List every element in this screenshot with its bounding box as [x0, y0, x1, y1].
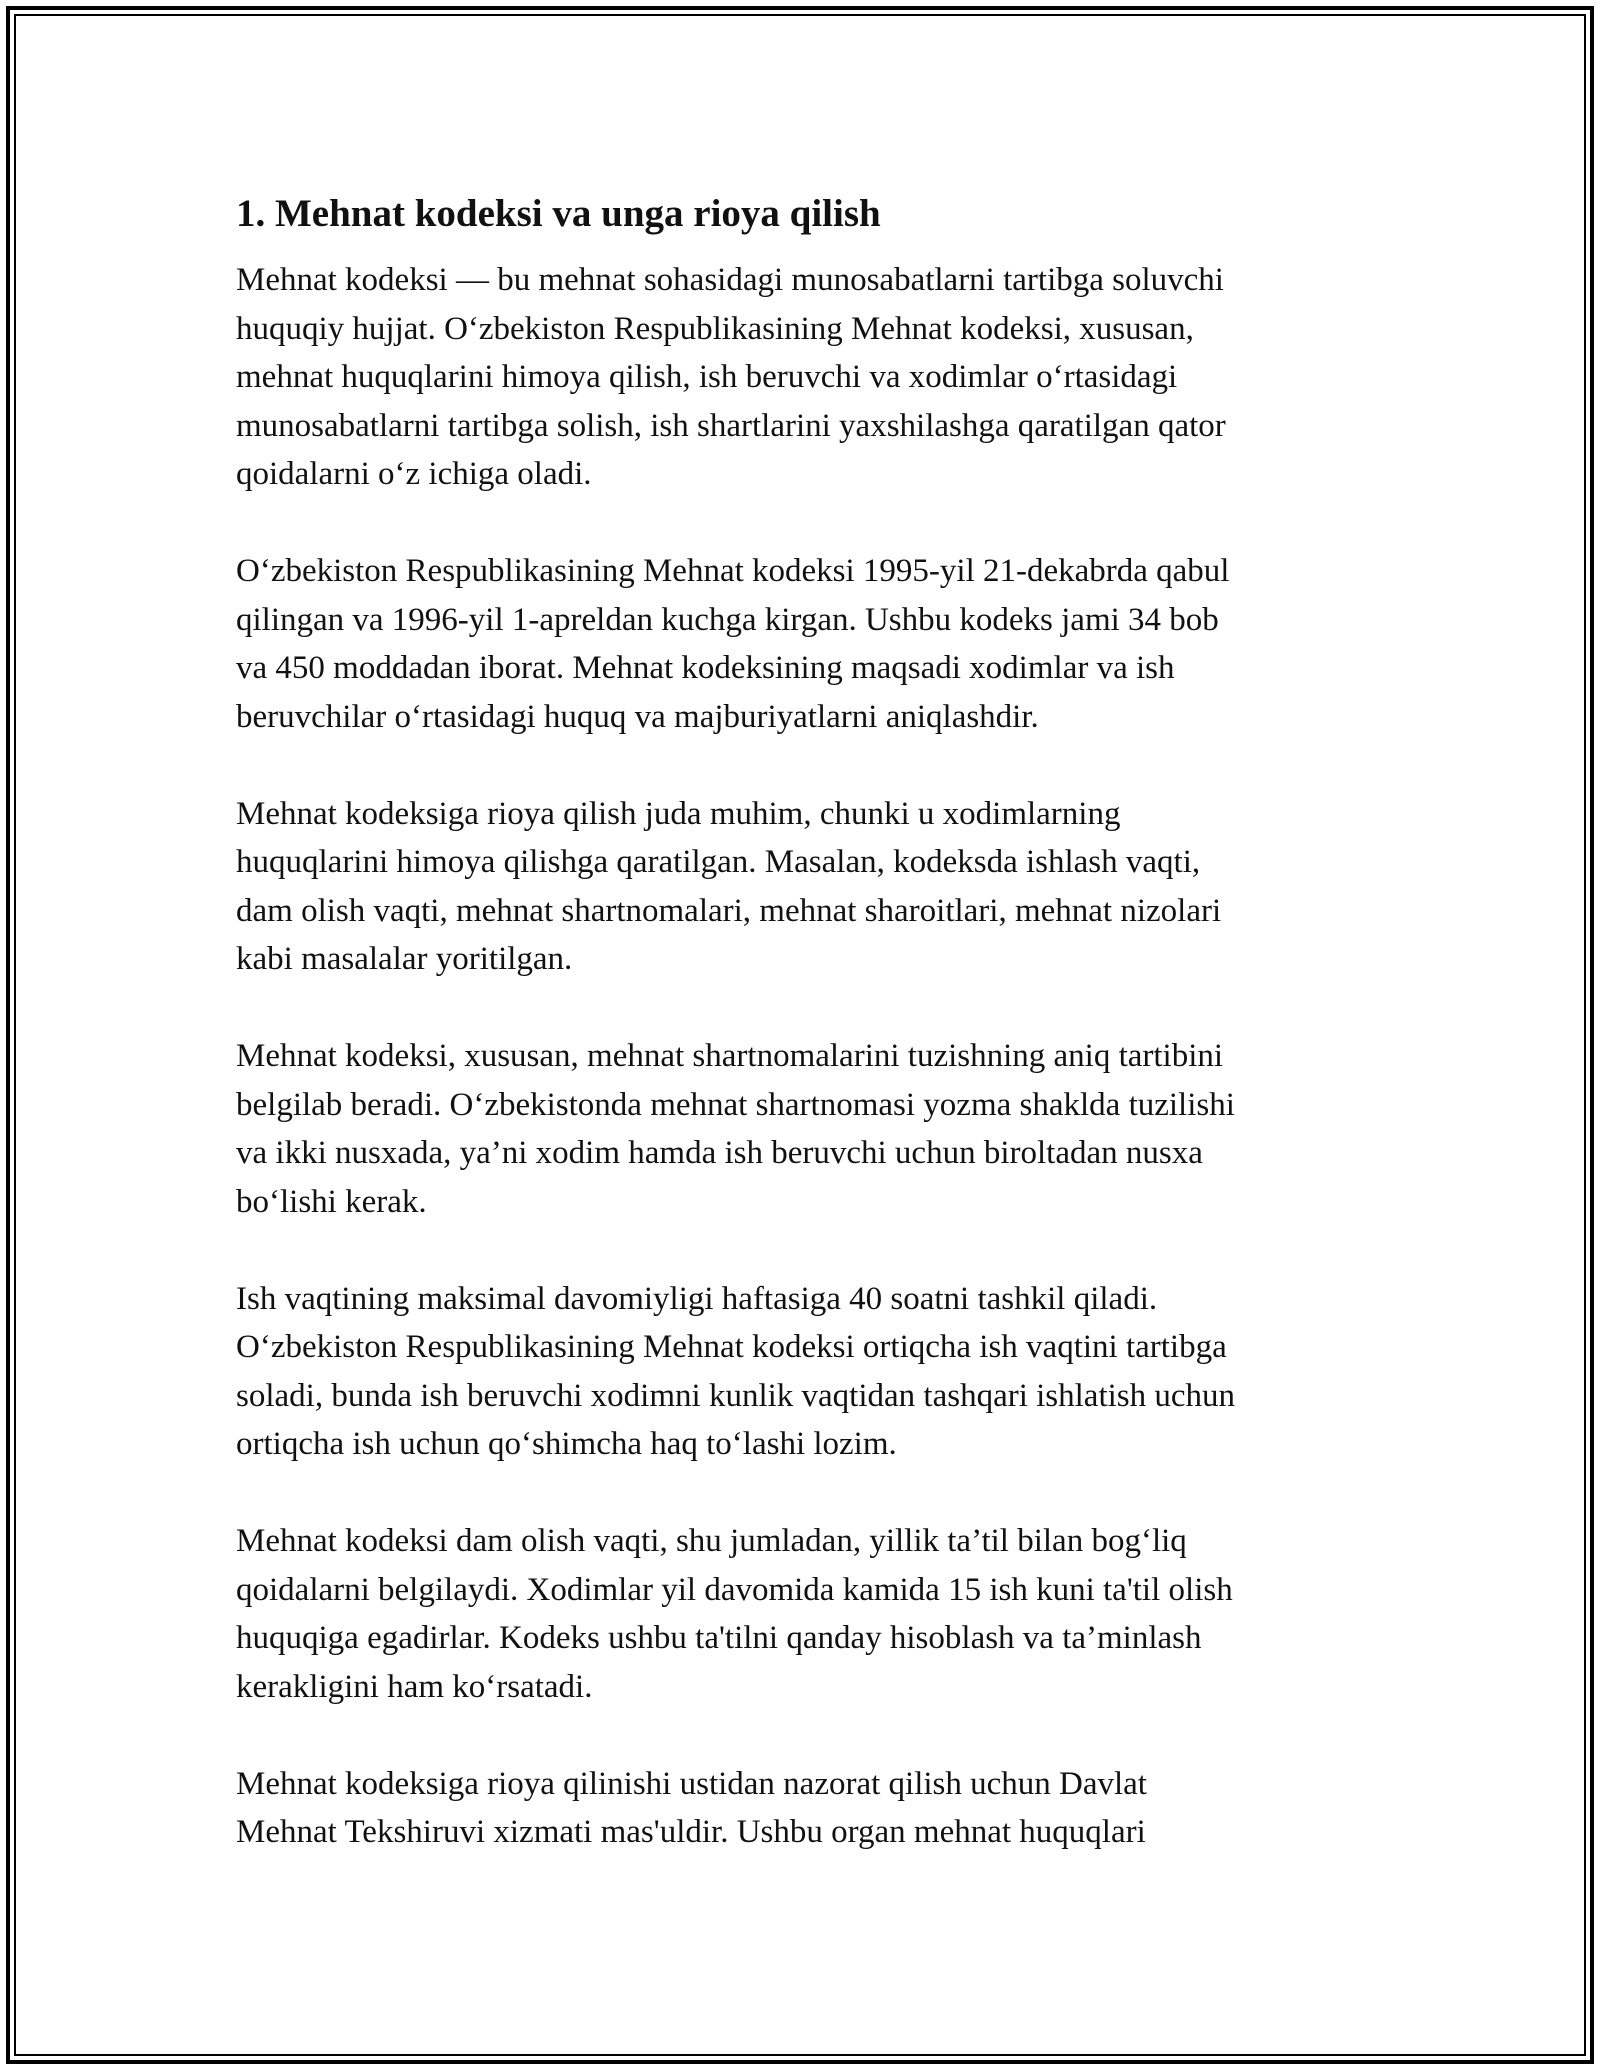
paragraph-5: [236, 1275, 1366, 1469]
paragraph-4: [236, 1032, 1366, 1226]
text-line: huquqlarini himoya qilishga qaratilgan. Masalan, kodeksda ishlash vaqti,: [236, 844, 1201, 880]
section-heading: 1. Mehnat kodeksi va unga rioya qilish: [236, 192, 881, 235]
paragraph-6: [236, 1517, 1366, 1711]
text-line: belgilab beradi. O‘zbekistonda mehnat shartnomasi yozma shaklda tuzilishi: [236, 1086, 1235, 1123]
text-line: Mehnat kodeksi — bu mehnat sohasidagi munosabatlarni tartibga soluvchi: [236, 262, 1224, 298]
text-line: huquqiy hujjat. O‘zbekiston Respublikasining Mehnat kodeksi, xususan,: [236, 310, 1194, 347]
text-line: bo‘lishi kerak.: [236, 1183, 427, 1220]
text-line: huquqiga egadirlar. Kodeks ushbu ta'tilni qanday hisoblash va ta’minlash: [236, 1620, 1202, 1656]
text-line: O‘zbekiston Respublikasining Mehnat kodeksi 1995-yil 21-dekabrda qabul: [236, 553, 1230, 589]
paragraph-2: [236, 547, 1366, 741]
text-line: Mehnat kodeksi dam olish vaqti, shu jumladan, yillik ta’til bilan bog‘liq: [236, 1523, 1187, 1559]
text-line: soladi, bunda ish beruvchi xodimni kunlik vaqtidan tashqari ishlatish uchun: [236, 1377, 1236, 1414]
text-line: munosabatlarni tartibga solish, ish shartlarini yaxshilashga qaratilgan qator: [236, 407, 1226, 444]
text-line: qoidalarni belgilaydi. Xodimlar yil davomida kamida 15 ish kuni ta'til olish: [236, 1571, 1233, 1608]
paragraph-3: [236, 790, 1366, 984]
text-line: Mehnat kodeksiga rioya qilish juda muhim, chunki u xodimlarning: [236, 795, 1121, 832]
text-line: Mehnat kodeksi, xususan, mehnat shartnomalarini tuzishning aniq tartibini: [236, 1038, 1224, 1074]
text-line: kabi masalalar yoritilgan.: [236, 941, 573, 977]
text-line: mehnat huquqlarini himoya qilish, ish beruvchi va xodimlar o‘rtasidagi: [236, 359, 1178, 395]
text-line: qilingan va 1996-yil 1-apreldan kuchga kirgan. Ushbu kodeks jami 34 bob: [236, 601, 1219, 638]
paragraph-7: [236, 1760, 1366, 1857]
text-line: beruvchilar o‘rtasidagi huquq va majburiyatlarni aniqlashdir.: [236, 698, 1039, 735]
text-line: O‘zbekiston Respublikasining Mehnat kodeksi ortiqcha ish vaqtini tartibga: [236, 1329, 1227, 1365]
text-line: qoidalarni o‘z ichiga oladi.: [236, 456, 592, 492]
text-line: Mehnat Tekshiruvi xizmati mas'uldir. Ushbu organ mehnat huquqlari: [236, 1814, 1146, 1850]
text-line: Ish vaqtining maksimal davomiyligi haftasiga 40 soatni tashkil qiladi.: [236, 1280, 1158, 1317]
text-line: va 450 moddadan iborat. Mehnat kodeksining maqsadi xodimlar va ish: [236, 650, 1175, 686]
text-line: va ikki nusxada, ya’ni xodim hamda ish beruvchi uchun biroltadan nusxa: [236, 1135, 1203, 1171]
text-line: kerakligini ham ko‘rsatadi.: [236, 1668, 593, 1705]
document-body: [236, 186, 1366, 1905]
text-line: dam olish vaqti, mehnat shartnomalari, mehnat sharoitlari, mehnat nizolari: [236, 892, 1222, 929]
text-line: ortiqcha ish uchun qo‘shimcha haq to‘lashi lozim.: [236, 1426, 897, 1462]
paragraph-1: [236, 256, 1366, 499]
text-line: Mehnat kodeksiga rioya qilinishi ustidan nazorat qilish uchun Davlat: [236, 1765, 1147, 1802]
